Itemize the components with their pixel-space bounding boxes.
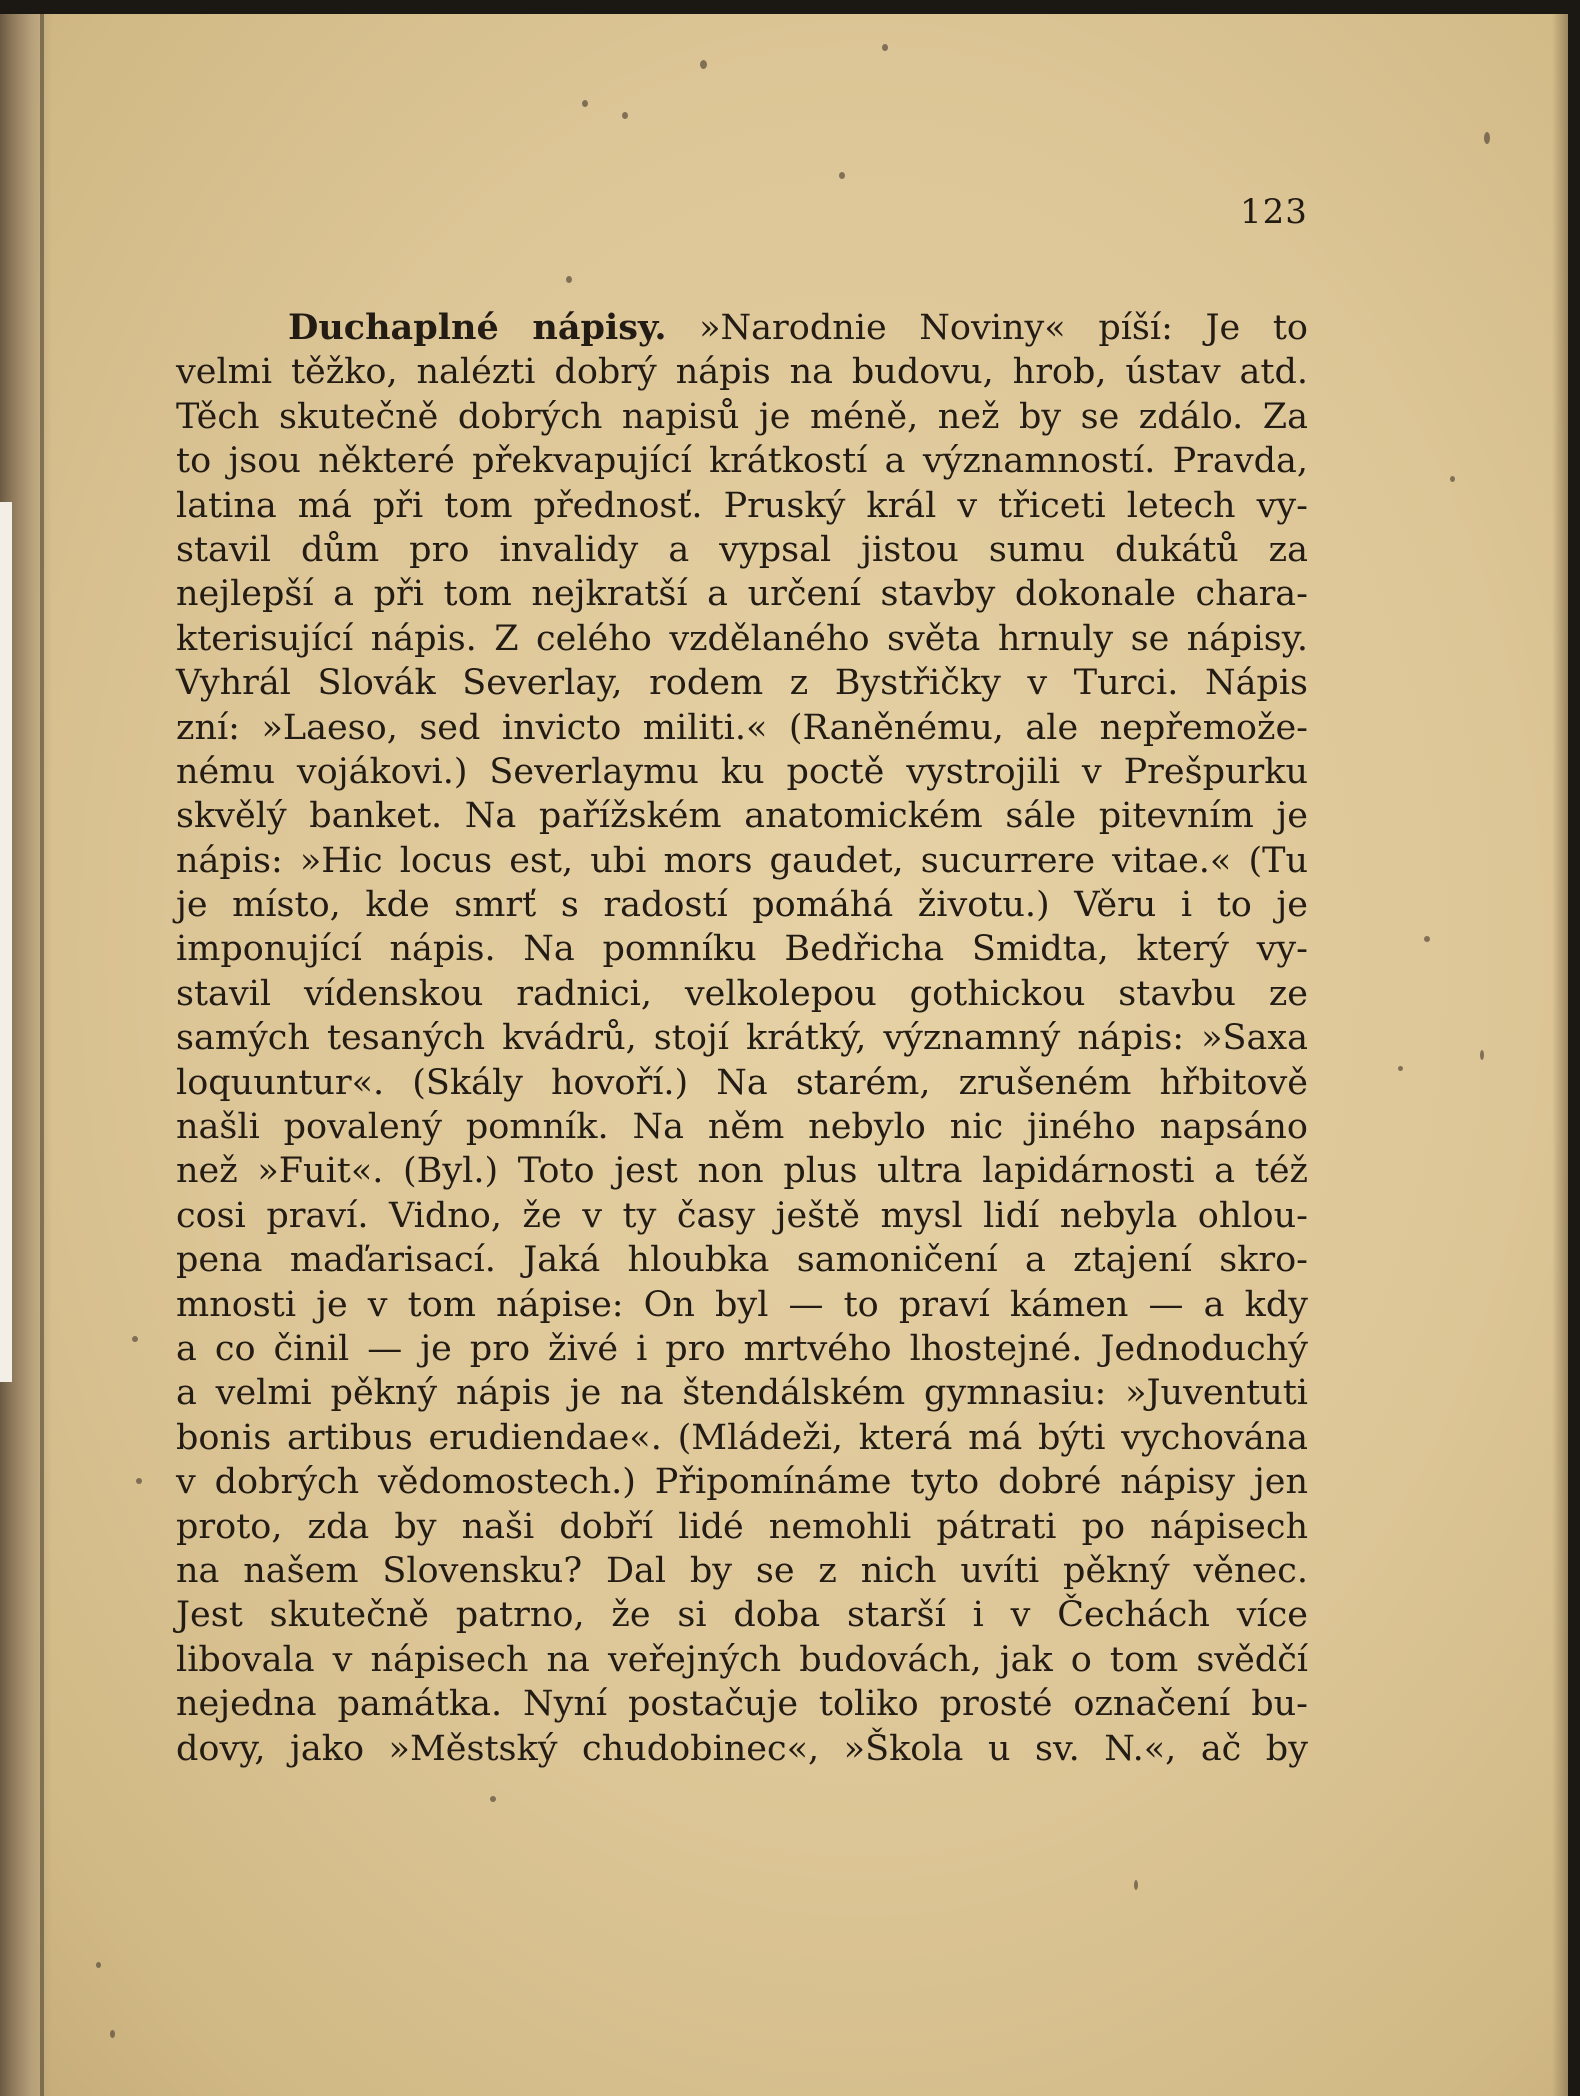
text-line: to jsou některé překvapující krátkostí a významností. Pravda,: [176, 441, 1308, 482]
page-number: 123: [1240, 192, 1308, 232]
print-speck: [1424, 936, 1430, 942]
text-line: loquuntur«. (Skály hovoří.) Na starém, zrušeném hřbitově: [176, 1062, 1308, 1103]
print-speck: [700, 60, 707, 69]
print-speck: [882, 44, 888, 51]
text-line: a co činil — je pro živé i pro mrtvého lhostejné. Jednoduchý: [176, 1328, 1308, 1369]
text-line: a velmi pěkný nápis je na štendálském gymnasiu: »Juventuti: [176, 1373, 1308, 1414]
print-speck: [1484, 132, 1490, 144]
text-line: kterisující nápis. Z celého vzdělaného světa hrnuly se nápisy.: [176, 618, 1308, 659]
article-heading: Duchaplné nápisy.: [288, 307, 667, 348]
text-line: na našem Slovensku? Dal by se z nich uvíti pěkný věnec.: [176, 1550, 1308, 1591]
text-line: mnosti je v tom nápise: On byl — to praví kámen — a kdy: [176, 1284, 1308, 1325]
text-line: Vyhrál Slovák Severlay, rodem z Bystřičky v Turci. Nápis: [176, 663, 1308, 704]
text-line: proto, zda by naši dobří lidé nemohli pátrati po nápisech: [176, 1506, 1308, 1547]
text-line: zní: »Laeso, sed invicto militi.« (Raněnému, ale nepřemože-: [176, 707, 1308, 748]
text-line: imponující nápis. Na pomníku Bedřicha Smidta, který vy-: [176, 929, 1308, 970]
text-line: stavil dům pro invalidy a vypsal jistou sumu dukátů za: [176, 529, 1308, 570]
text-line: cosi praví. Vidno, že v ty časy ještě mysl lidí nebyla ohlou-: [176, 1195, 1308, 1236]
page-edge-shadow: [1552, 14, 1568, 2096]
text-line: Jest skutečně patrno, že si doba starší i v Čechách více: [176, 1595, 1308, 1636]
text-line: v dobrých vědomostech.) Připomínáme tyto dobré nápisy jen: [176, 1462, 1308, 1503]
text-line: Těch skutečně dobrých napisů je méně, než by se zdálo. Za: [176, 396, 1308, 437]
spine-paper-strip: [0, 502, 12, 1382]
text-line: stavil vídenskou radnici, velkolepou gothickou stavbu ze: [176, 973, 1308, 1014]
article-first-line: [176, 306, 1308, 350]
print-speck: [110, 2030, 115, 2038]
article-first-line-rest: »Narodnie Noviny« píší: Je to: [699, 308, 1308, 348]
text-line: nejedna památka. Nyní postačuje toliko prosté označení bu-: [176, 1684, 1308, 1725]
book-page: [0, 14, 1568, 2096]
print-speck: [839, 172, 845, 179]
text-line: než »Fuit«. (Byl.) Toto jest non plus ultra lapidárnosti a též: [176, 1151, 1308, 1192]
text-line: velmi těžko, nalézti dobrý nápis na budovu, hrob, ústav atd.: [176, 352, 1308, 393]
text-line: bonis artibus erudiendae«. (Mládeži, která má býti vychována: [176, 1417, 1308, 1458]
print-speck: [490, 1796, 496, 1802]
print-speck: [136, 1478, 142, 1484]
text-line: dovy, jako »Městský chudobinec«, »Škola u sv. N.«, ač by: [176, 1728, 1308, 1769]
print-speck: [566, 276, 572, 283]
print-speck: [1450, 476, 1455, 482]
text-line: nápis: »Hic locus est, ubi mors gaudet, sucurrere vitae.« (Tu: [176, 840, 1308, 881]
text-line: pena maďarisací. Jaká hloubka samoničení a ztajení skro-: [176, 1240, 1308, 1281]
article-body: [176, 306, 1308, 1771]
text-line: je místo, kde smrť s radostí pomáhá životu.) Věru i to je: [176, 885, 1308, 926]
article-lines: [176, 350, 1308, 1771]
print-speck: [622, 112, 628, 119]
print-speck: [1134, 1880, 1138, 1890]
text-line: nému vojákovi.) Severlaymu ku poctě vystrojili v Prešpurku: [176, 751, 1308, 792]
text-line: skvělý banket. Na pařížském anatomickém sále pitevním je: [176, 796, 1308, 837]
print-speck: [132, 1336, 138, 1342]
binding-line: [40, 14, 44, 2096]
text-line: nejlepší a při tom nejkratší a určení stavby dokonale chara-: [176, 574, 1308, 615]
print-speck: [582, 100, 588, 107]
print-speck: [1480, 1050, 1484, 1060]
text-line: libovala v nápisech na veřejných budovách, jak o tom svědčí: [176, 1639, 1308, 1680]
print-speck: [1398, 1066, 1403, 1071]
text-line: našli povalený pomník. Na něm nebylo nic jiného napsáno: [176, 1107, 1308, 1148]
text-line: latina má při tom přednosť. Pruský král v třiceti letech vy-: [176, 485, 1308, 526]
print-speck: [96, 1962, 101, 1968]
text-line: samých tesaných kvádrů, stojí krátký, významný nápis: »Saxa: [176, 1018, 1308, 1059]
